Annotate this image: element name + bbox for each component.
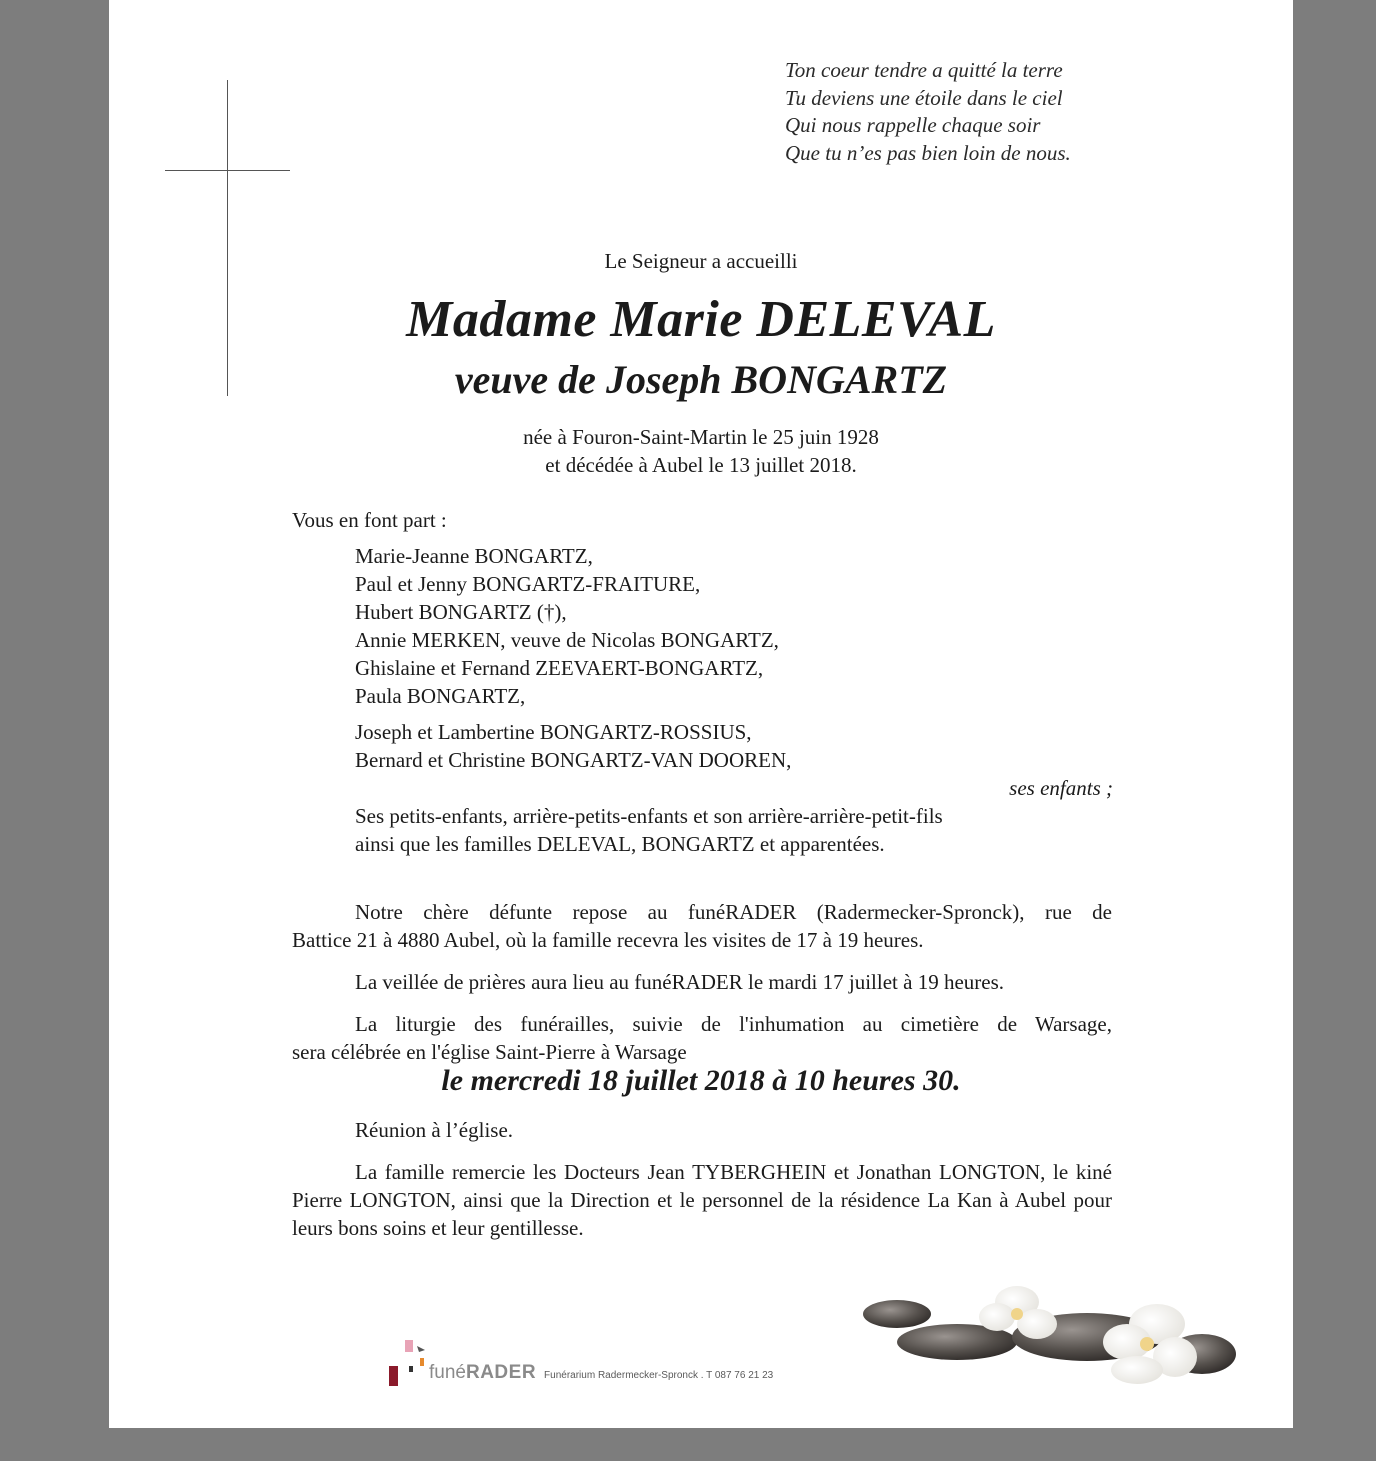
vigil-line: La veillée de prières aura lieu au funéRADER le mardi 17 juillet à 19 heures. — [355, 970, 1005, 994]
list-item: Paul et Jenny BONGARTZ-FRAITURE, — [355, 572, 701, 596]
thanks-paragraph — [292, 1158, 1112, 1242]
children-list-2 — [355, 718, 791, 774]
list-item: Bernard et Christine BONGARTZ-VAN DOOREN, — [355, 748, 792, 772]
orchid-stones-icon — [857, 1262, 1237, 1392]
poem-line: Qui nous rappelle chaque soir — [785, 113, 1041, 137]
funerarium-logo-icon — [389, 1338, 429, 1390]
logo-prefix: funé — [429, 1362, 466, 1383]
children-list — [355, 542, 779, 710]
list-item: ainsi que les familles DELEVAL, BONGARTZ et apparentées. — [355, 832, 885, 856]
liturgy-line: La liturgie des funérailles, suivie de l'inhumation au cimetière de Warsage, — [355, 1012, 1112, 1036]
list-item: Joseph et Lambertine BONGARTZ-ROSSIUS, — [355, 720, 752, 744]
meeting-line: Réunion à l’église. — [355, 1118, 514, 1142]
family-intro: Vous en font part : — [292, 508, 447, 532]
thanks-text: La famille remercie les Docteurs Jean TYBERGHEIN et Jonathan LONGTON, le kiné Pierre LONGTON, ainsi que la Direction et le personnel de la résidence La Kan à Aubel pour leurs bons soins et leur gentillesse. — [292, 1160, 1112, 1240]
list-item: Ghislaine et Fernand ZEEVAERT-BONGARTZ, — [355, 656, 764, 680]
poem-line: Tu deviens une étoile dans le ciel — [785, 85, 1063, 110]
announcement-intro: Le Seigneur a accueilli — [604, 249, 798, 273]
rest-line: Battice 21 à 4880 Aubel, où la famille recevra les visites de 17 à 19 heures. — [292, 928, 924, 952]
funerarium-logo — [389, 1338, 789, 1390]
poem — [785, 57, 1071, 167]
poem-line: Que tu n’es pas bien loin de nous. — [785, 140, 1071, 165]
meeting-paragraph — [292, 1116, 1112, 1144]
rest-line: Notre chère défunte repose au funéRADER (Radermecker-Spronck), rue de — [355, 900, 1112, 924]
list-item: Paula BONGARTZ, — [355, 684, 526, 708]
widow-of: veuve de Joseph BONGARTZ — [454, 357, 948, 402]
birth-line: née à Fouron-Saint-Martin le 25 juin 1928 — [523, 425, 879, 449]
poem-line: Ton coeur tendre a quitté la terre — [785, 58, 1063, 82]
other-family — [355, 802, 943, 858]
deceased-name: Madame Marie DELEVAL — [406, 291, 996, 348]
list-item: Annie MERKEN, veuve de Nicolas BONGARTZ, — [355, 628, 779, 652]
cross-icon-horizontal — [165, 170, 290, 171]
logo-text — [429, 1362, 773, 1384]
obituary-sheet — [109, 0, 1293, 1428]
liturgy-line: sera célébrée en l'église Saint-Pierre à Warsage — [292, 1040, 687, 1064]
list-item: Ses petits-enfants, arrière-petits-enfants et son arrière-arrière-petit-fils — [355, 804, 943, 828]
rest-paragraph — [292, 898, 1112, 954]
list-item: Hubert BONGARTZ (†), — [355, 600, 567, 624]
liturgy-paragraph — [292, 1010, 1112, 1066]
children-role: ses enfants ; — [1009, 776, 1113, 800]
stones-orchid-decoration — [857, 1262, 1237, 1392]
funeral-datetime: le mercredi 18 juillet 2018 à 10 heures 30. — [441, 1064, 961, 1097]
logo-tagline: Funérarium Radermecker-Spronck . T 087 76 21 23 — [544, 1370, 774, 1381]
death-line: et décédée à Aubel le 13 juillet 2018. — [545, 453, 857, 477]
list-item: Marie-Jeanne BONGARTZ, — [355, 544, 593, 568]
vigil-paragraph — [292, 968, 1112, 996]
logo-name: RADER — [465, 1362, 537, 1383]
birth-death-info — [109, 423, 1293, 479]
